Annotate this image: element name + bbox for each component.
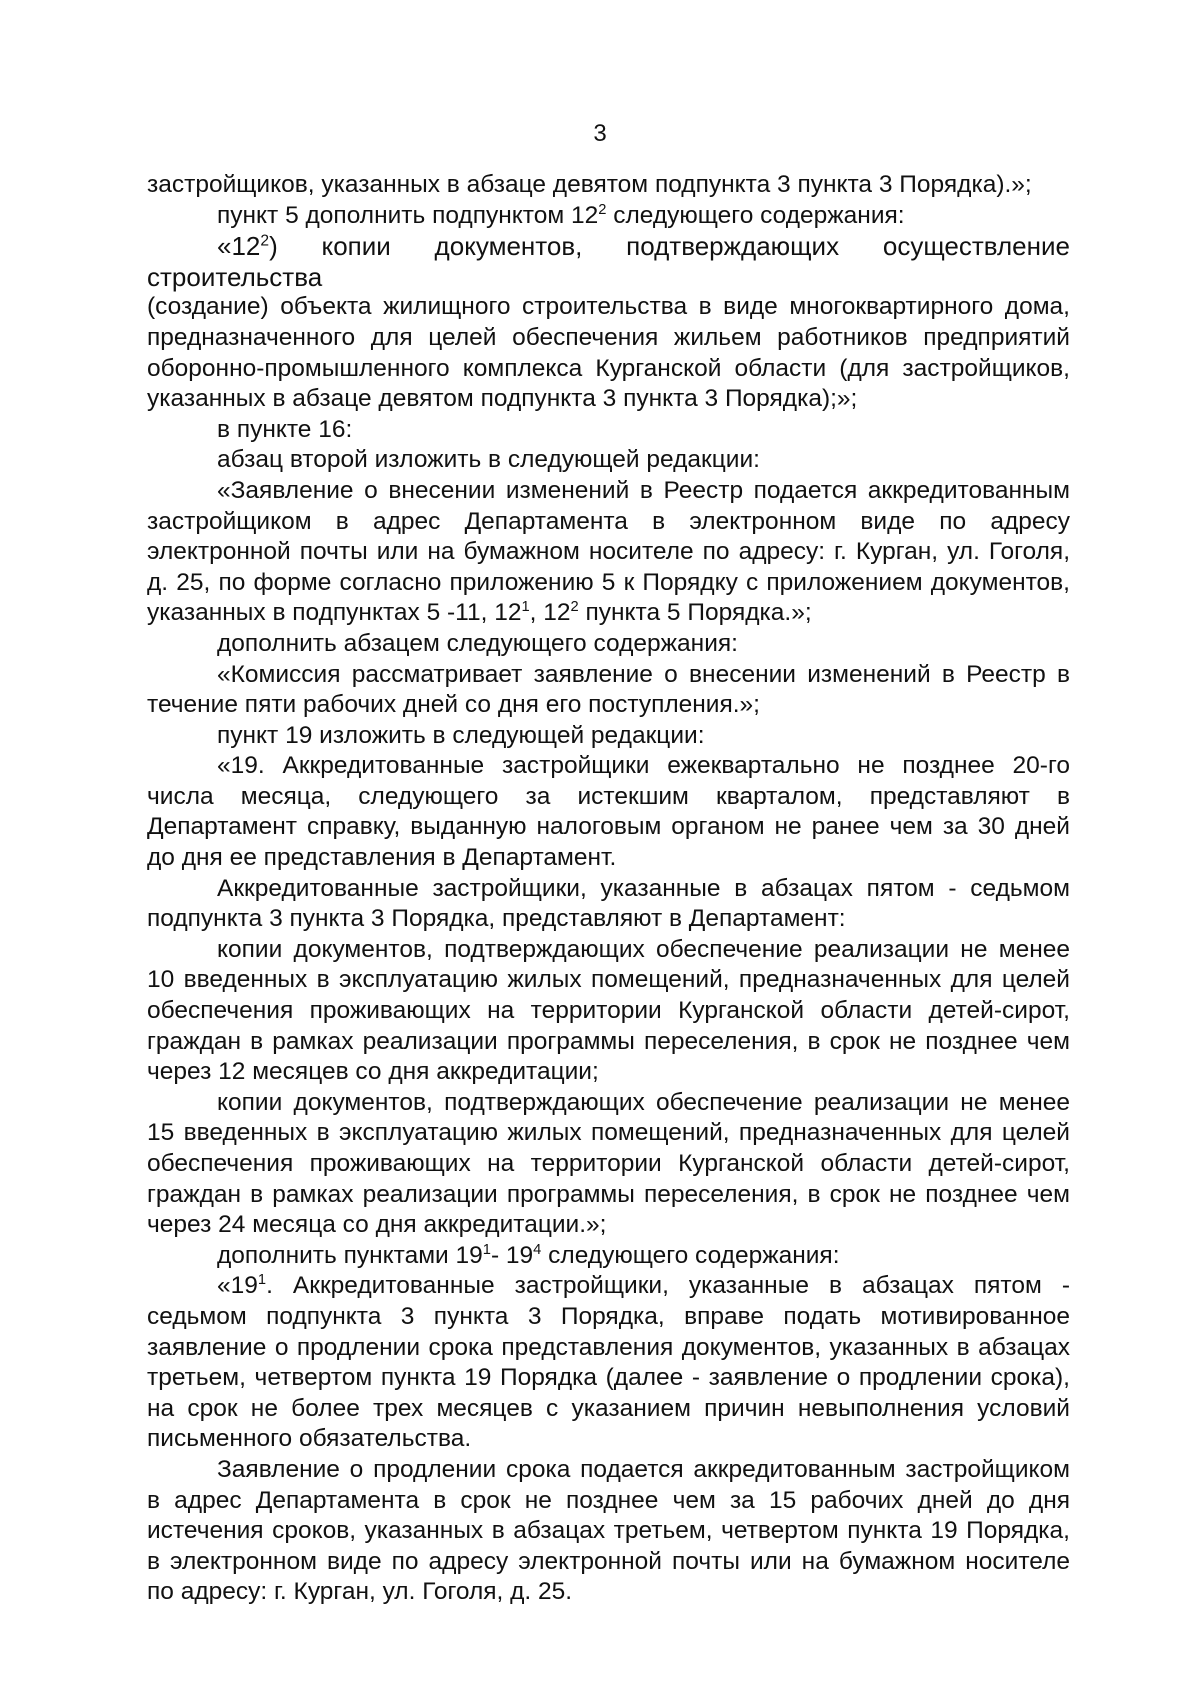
- document-body: [147, 170, 1070, 1608]
- text-run: «Комиссия рассматривает заявление о внесении изменений в Реестр в течение пяти рабочих дней со дня его поступления.»;: [147, 660, 1070, 719]
- text-run: «12: [217, 231, 261, 262]
- text-run: , 12: [529, 599, 571, 627]
- superscript: 4: [533, 1241, 542, 1258]
- text-run: пункта 5 Порядка.»;: [578, 599, 812, 627]
- paragraph: [147, 751, 1070, 873]
- superscript: 2: [570, 599, 579, 616]
- superscript: 1: [257, 1272, 267, 1289]
- paragraph: [147, 721, 1070, 752]
- text-run: пункт 5 дополнить подпунктом 12: [217, 201, 599, 229]
- text-run: «Заявление о внесении изменений в Реестр подается аккредитованным застройщиком в адрес Департамента в электронном виде по адресу электронной почты или на бумажном носителе по адресу: г. Курган, ул. Гоголя, д. 25, по форме согласно приложению 5 к Порядку с приложением документов, указанных в подпунктах 5 -11, 12: [147, 476, 1070, 627]
- text-run: - 19: [490, 1241, 534, 1269]
- superscript: 1: [521, 599, 530, 616]
- paragraph: [147, 292, 1070, 414]
- text-run: следующего содержания:: [541, 1241, 840, 1269]
- paragraph: [147, 874, 1070, 935]
- paragraph: [147, 201, 1070, 232]
- paragraph: [147, 629, 1070, 660]
- paragraph: [147, 476, 1070, 629]
- text-run: ) копии документов, подтверждающих осуществление строительства: [147, 231, 1070, 292]
- paragraph: [147, 415, 1070, 446]
- text-run: «19: [217, 1272, 258, 1300]
- text-run: дополнить абзацем следующего содержания:: [217, 629, 738, 657]
- paragraph: [147, 1455, 1070, 1608]
- paragraph: [147, 445, 1070, 476]
- paragraph: [147, 170, 1070, 201]
- text-run: копии документов, подтверждающих обеспечение реализации не менее 15 введенных в эксплуатацию жилых помещений, предназначенных для целей обеспечения проживающих на территории Курганской области детей-сирот, граждан в рамках реализации программы переселения, в срок не позднее чем через 24 месяца со дня аккредитации.»;: [147, 1088, 1070, 1239]
- text-run: в пункте 16:: [217, 415, 353, 443]
- paragraph: [147, 1241, 1070, 1272]
- paragraph: [147, 1088, 1070, 1241]
- paragraph: [147, 660, 1070, 721]
- text-run: копии документов, подтверждающих обеспечение реализации не менее 10 введенных в эксплуатацию жилых помещений, предназначенных для целей обеспечения проживающих на территории Курганской области детей-сирот, граждан в рамках реализации программы переселения, в срок не позднее чем через 12 месяцев со дня аккредитации;: [147, 935, 1070, 1086]
- paragraph: [147, 1271, 1070, 1455]
- text-run: пункт 19 изложить в следующей редакции:: [217, 721, 705, 749]
- superscript: 2: [598, 201, 607, 218]
- text-run: абзац второй изложить в следующей редакции:: [217, 446, 760, 474]
- superscript: 2: [260, 232, 270, 250]
- superscript: 1: [482, 1241, 491, 1258]
- text-run: застройщиков, указанных в абзаце девятом подпункта 3 пункта 3 Порядка).»;: [147, 171, 1032, 198]
- text-run: следующего содержания:: [606, 201, 905, 229]
- text-run: «19. Аккредитованные застройщики ежеквартально не позднее 20-го числа месяца, следующего за истекшим кварталом, представляют в Департамент справку, выданную налоговым органом не ранее чем за 30 дней до дня ее представления в Департамент.: [147, 752, 1070, 872]
- page-number: 3: [593, 120, 607, 147]
- text-run: (создание) объекта жилищного строительства в виде многоквартирного дома, предназначенного для целей обеспечения жильем работников предприятий оборонно-промышленного комплекса Курганской области (для застройщиков, указанных в абзаце девятом подпункта 3 пункта 3 Порядка);»;: [147, 293, 1070, 413]
- paragraph: [147, 935, 1070, 1088]
- text-run: Аккредитованные застройщики, указанные в абзацах пятом - седьмом подпункта 3 пункта 3 Порядка, представляют в Департамент:: [147, 874, 1070, 933]
- text-run: дополнить пунктами 19: [217, 1241, 483, 1269]
- paragraph: [147, 231, 1070, 292]
- text-run: . Аккредитованные застройщики, указанные в абзацах пятом - седьмом подпункта 3 пункта 3 Порядка, вправе подать мотивированное заявление о продлении срока представления документов, указанных в абзацах третьем, четвертом пункта 19 Порядка (далее - заявление о продлении срока), на срок не более трех месяцев с указанием причин невыполнения условий письменного обязательства.: [147, 1272, 1070, 1453]
- text-run: Заявление о продлении срока подается аккредитованным застройщиком в адрес Департамента в срок не позднее чем за 15 рабочих дней до дня истечения сроков, указанных в абзацах третьем, четвертом пункта 19 Порядка, в электронном виде по адресу электронной почты или на бумажном носителе по адресу: г. Курган, ул. Гоголя, д. 25.: [147, 1455, 1070, 1606]
